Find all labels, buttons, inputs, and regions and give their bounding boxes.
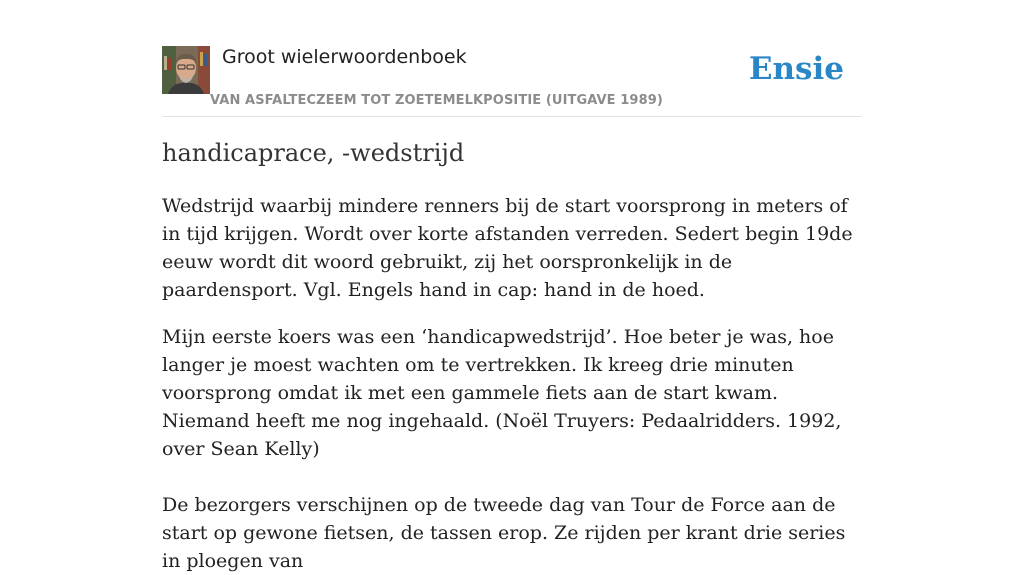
site-title[interactable]: Groot wielerwoordenboek — [222, 46, 467, 68]
entry-content — [162, 192, 862, 575]
entry-quote: De bezorgers verschijnen op de tweede dag van Tour de Force aan de start op gewone fietsen, de tassen erop. Ze rijden per krant drie series in ploegen van — [162, 494, 846, 572]
brand-logo[interactable]: Ensie — [748, 51, 844, 87]
entry-definition: Wedstrijd waarbij mindere renners bij de start voorsprong in meters of in tijd krijgen. Wordt over korte afstanden verreden. Sedert begin 19de eeuw wordt dit woord gebruikt, zij het oorspronkelijk in de paardensport. Vgl. Engels hand in cap: hand in de hoed. — [162, 195, 853, 301]
site-header — [162, 46, 862, 117]
site-subtitle: VAN ASFALTECZEEM TOT ZOETEMELKPOSITIE (UITGAVE 1989) — [210, 93, 663, 108]
entry-quote: Mijn eerste koers was een ‘handicapwedstrijd’. Hoe beter je was, hoe langer je moest wachten om te vertrekken. Ik kreeg drie minuten voorsprong omdat ik met een gammele fiets aan de start kwam. Niemand heeft me nog ingehaald. (Noël Truyers: Pedaalridders. 1992, over Sean Kelly) — [162, 326, 842, 460]
avatar[interactable] — [162, 46, 210, 94]
author-portrait-image — [162, 46, 210, 94]
entry-title: handicaprace, -wedstrijd — [162, 139, 465, 167]
